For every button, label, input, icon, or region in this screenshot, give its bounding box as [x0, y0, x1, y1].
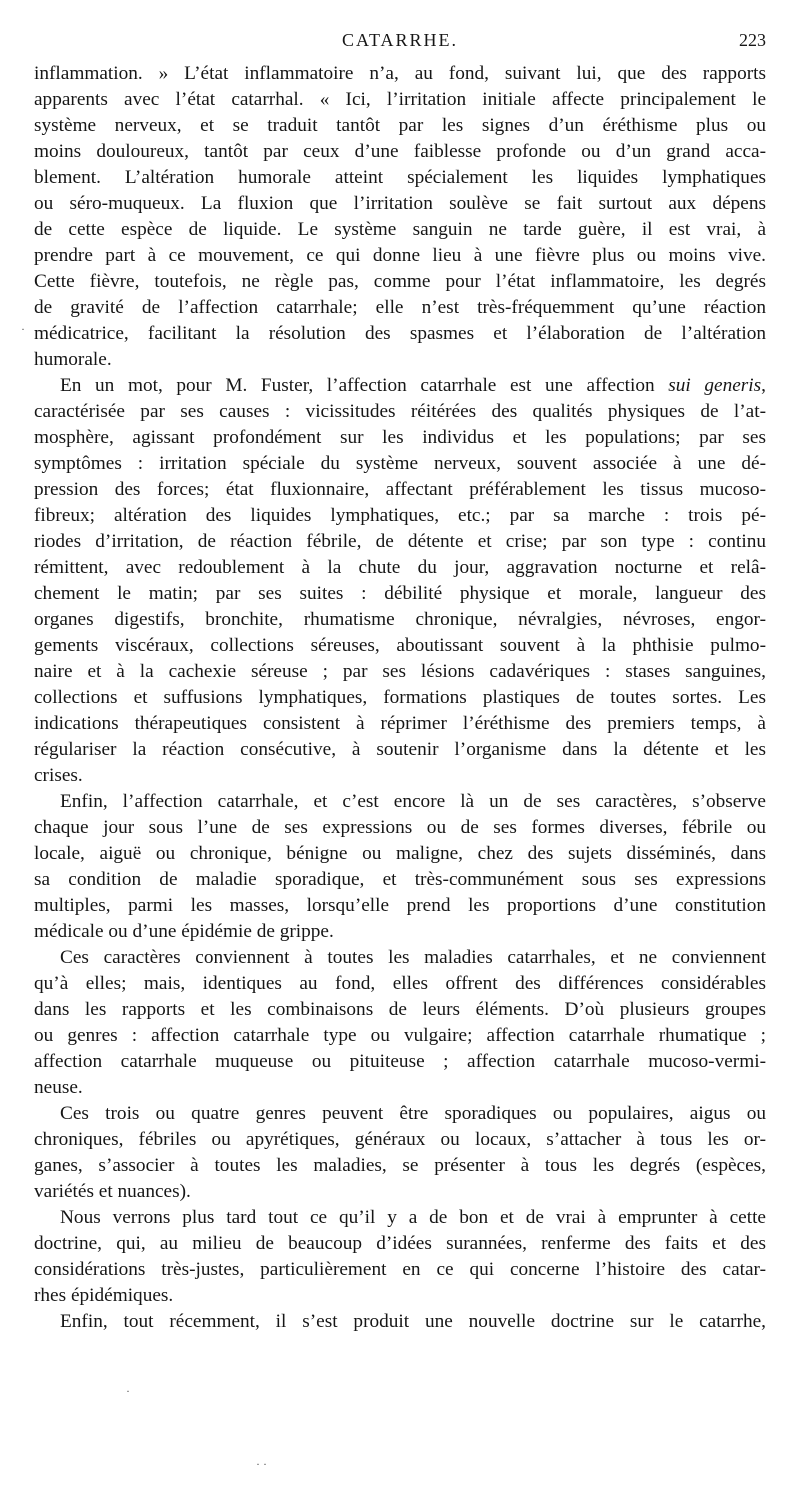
text-line: prendre part à ce mouvement, ce qui donne lieu à une fièvre plus ou moins vive.: [34, 245, 766, 266]
text-line: locale, aiguë ou chronique, bénigne ou maligne, chez des sujets disséminés, dans: [34, 843, 766, 864]
text-line: multiples, parmi les masses, lorsqu’elle prend les proportions d’une constitution: [34, 895, 766, 916]
text-line: mosphère, agissant profondément sur les individus et les populations; par ses: [34, 427, 766, 448]
text-line: caractérisée par ses causes : vicissitudes réitérées des qualités physiques de l’at-: [34, 401, 766, 422]
print-speck: ·: [126, 1384, 130, 1398]
text-line: de gravité de l’affection catarrhale; elle n’est très-fréquemment qu’une réaction: [34, 297, 766, 318]
print-speck: · ·: [256, 1457, 267, 1471]
body-text: [34, 61, 766, 1335]
text-line: médicatrice, facilitant la résolution des spasmes et l’élaboration de l’altération: [34, 323, 766, 344]
text-line: Enfin, tout récemment, il s’est produit une nouvelle doctrine sur le catarrhe,: [60, 1311, 766, 1332]
text-line: naire et à la cachexie séreuse ; par ses lésions cadavériques : stases sanguines,: [34, 661, 766, 682]
text-line: Cette fièvre, toutefois, ne règle pas, comme pour l’état inflammatoire, les degrés: [34, 271, 766, 292]
text-line: collections et suffusions lymphatiques, formations plastiques de toutes sortes. Les: [34, 687, 766, 708]
text-line: symptômes : irritation spéciale du système nerveux, souvent associée à une dé-: [34, 453, 766, 474]
text-line: dans les rapports et les combinaisons de leurs éléments. D’où plusieurs groupes: [34, 999, 766, 1020]
text-line: rhes épidémiques.: [34, 1285, 174, 1306]
text-line: gements viscéraux, collections séreuses, aboutissant souvent à la phthisie pulmo-: [34, 635, 766, 656]
text-line: régulariser la réaction consécutive, à soutenir l’organisme dans la détente et les: [34, 739, 766, 760]
text-line: médicale ou d’une épidémie de grippe.: [34, 921, 334, 942]
text-line: Ces trois ou quatre genres peuvent être sporadiques ou populaires, aigus ou: [60, 1103, 766, 1124]
text-line: fibreux; altération des liquides lymphatiques, etc.; par sa marche : trois pé-: [34, 505, 766, 526]
text-line: sa condition de maladie sporadique, et très-communément sous ses expressions: [34, 869, 766, 890]
text-line: organes digestifs, bronchite, rhumatisme chronique, névralgies, névroses, engor-: [34, 609, 766, 630]
text-line: chroniques, fébriles ou apyrétiques, généraux ou locaux, s’attacher à tous les or-: [34, 1129, 766, 1150]
text-line: Nous verrons plus tard tout ce qu’il y a de bon et de vrai à emprunter à cette: [60, 1207, 766, 1228]
running-head: [34, 30, 766, 56]
text-line: ganes, s’associer à toutes les maladies, se présenter à tous les degrés (espèces,: [34, 1155, 766, 1176]
italic-phrase: sui generis: [668, 375, 762, 396]
text-line: Ces caractères conviennent à toutes les maladies catarrhales, et ne conviennent: [60, 947, 766, 968]
text-line: crises.: [34, 765, 83, 786]
print-speck: ·: [21, 322, 25, 336]
running-title: CATARRHE.: [341, 30, 459, 50]
text-line: En un mot, pour M. Fuster, l’affection catarrhale est une affection sui generis,: [60, 375, 766, 396]
text-line: apparents avec l’état catarrhal. « Ici, l’irritation initiale affecte principalement le: [34, 89, 766, 110]
text-line: système nerveux, et se traduit tantôt par les signes d’un éréthisme plus ou: [34, 115, 766, 136]
page-number: 223: [739, 30, 766, 50]
text-line: inflammation. » L’état inflammatoire n’a, au fond, suivant lui, que des rapports: [34, 63, 766, 84]
text-line: considérations très-justes, particulièrement en ce qui concerne l’histoire des catar-: [34, 1259, 766, 1280]
text-line: qu’à elles; mais, identiques au fond, elles offrent des différences considérables: [34, 973, 766, 994]
text-line: Enfin, l’affection catarrhale, et c’est encore là un de ses caractères, s’observe: [60, 791, 766, 812]
text-line: chement le matin; par ses suites : débilité physique et morale, langueur des: [34, 583, 766, 604]
text-line: blement. L’altération humorale atteint spécialement les liquides lymphatiques: [34, 167, 766, 188]
text-line: riodes d’irritation, de réaction fébrile, de détente et crise; par son type : continu: [34, 531, 766, 552]
text-line: neuse.: [34, 1077, 83, 1098]
text-line: moins douloureux, tantôt par ceux d’une faiblesse profonde ou d’un grand acca-: [34, 141, 766, 162]
text-line: humorale.: [34, 349, 112, 370]
text-line: ou séro-muqueux. La fluxion que l’irritation soulève se fait surtout aux dépens: [34, 193, 766, 214]
text-line: affection catarrhale muqueuse ou pituiteuse ; affection catarrhale mucoso-vermi-: [34, 1051, 766, 1072]
text-line: pression des forces; état fluxionnaire, affectant préférablement les tissus mucoso-: [34, 479, 766, 500]
text-line: doctrine, qui, au milieu de beaucoup d’idées surannées, renferme des faits et des: [34, 1233, 766, 1254]
text-line: rémittent, avec redoublement à la chute du jour, aggravation nocturne et relâ-: [34, 557, 766, 578]
text-line: de cette espèce de liquide. Le système sanguin ne tarde guère, il est vrai, à: [34, 219, 766, 240]
text-line: indications thérapeutiques consistent à réprimer l’éréthisme des premiers temps, à: [34, 713, 766, 734]
text-line: variétés et nuances).: [34, 1181, 191, 1202]
text-line: chaque jour sous l’une de ses expressions ou de ses formes diverses, fébrile ou: [34, 817, 766, 838]
text-line: ou genres : affection catarrhale type ou vulgaire; affection catarrhale rhumatique ;: [34, 1025, 766, 1046]
